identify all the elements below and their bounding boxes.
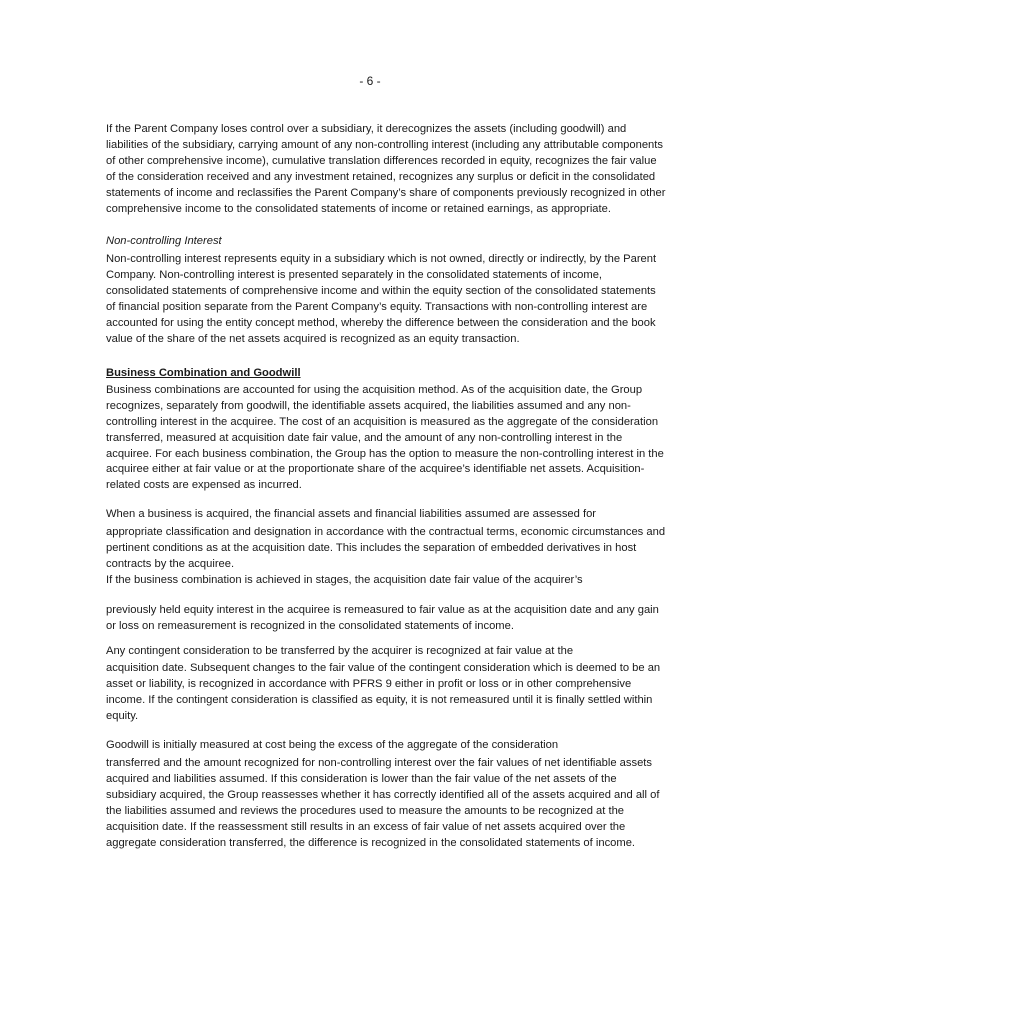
business-combination-paragraph-1: Business combinations are accounted for using the acquisition method. As of the acquisition date, the Group recognizes, separately from goodwill, the identifiable assets acquired, the liabilities assumed and any non-controlling interest in the acquiree. The cost of an acquisition is measured as the aggregate of the consideration transferred, measured at acquisition date fair value, and the amount of any non-controlling interest in the acquiree. For each business combination, the Group has the option to measure the non-controlling interest in the acquiree either at fair value or at the proportionate share of the acquiree’s identifiable net assets. Acquisition-related costs are expensed as incurred. [106,383,664,492]
goodwill-rest: transferred and the amount recognized for non-controlling interest over the fair values of net identifiable assets acquired and liabilities assumed. If this consideration is lower than the fair value of the net assets of the subsidiary acquired, the Group reassesses whether it has correctly identified all of the assets acquired and all of the liabilities assumed and reviews the procedures used to measure the amounts to be recognized at the acquisition date. If the reassessment still results in an excess of fair value of net assets acquired over the aggregate consideration transferred, the difference is recognized in the consolidated statements of income. [106,757,660,849]
business-combination-heading: Business Combination and Goodwill [106,366,301,379]
business-combination-paragraph-3 [106,573,666,635]
business-combination-paragraph-4 [106,644,666,726]
paragraph-2-first-line: When a business is acquired, the financial assets and financial liabilities assumed are assessed for [106,508,597,521]
non-controlling-interest-paragraph: Non-controlling interest represents equity in a subsidiary which is not owned, directly or indirectly, by the Parent Company. Non-controlling interest is presented separately in the consolidated statements of income, consolidated statements of comprehensive income and within the equity section of the consolidated statements of financial position separate from the Parent Company’s equity. Transactions with non-controlling interest are accounted for using the entity concept method, whereby the difference between the consideration and the book value of the share of the net assets acquired is recognized as an equity transaction. [106,253,657,345]
non-controlling-interest-heading: Non-controlling Interest [106,235,222,248]
page-number: - 6 - [359,74,381,88]
loss-of-control-paragraph: If the Parent Company loses control over a subsidiary, it derecognizes the assets (including goodwill) and liabilities of the subsidiary, carrying amount of any non-controlling interest (including any attributable components of other comprehensive income), cumulative translation differences recorded in equity, recognizes the fair value of the consideration received and any investment retained, recognizes any surplus or deficit in the consolidated statements of income and reclassifies the Parent Company’s share of components previously recognized in other comprehensive income to the consolidated statements of income or retained earnings, as appropriate. [106,123,666,215]
paragraph-4-rest: acquisition date. Subsequent changes to the fair value of the contingent consideration which is deemed to be an asset or liability, is recognized in accordance with PFRS 9 either in profit or loss or in other comprehensive income. If the contingent consideration is classified as equity, it is not remeasured until it is finally settled within equity. [106,662,661,723]
paragraph-4-first-line: Any contingent consideration to be transferred by the acquirer is recognized at fair value at the [106,644,574,657]
paragraph-3-rest: previously held equity interest in the acquiree is remeasured to fair value as at the acquisition date and any gain or loss on remeasurement is recognized in the consolidated statements of income. [106,603,659,632]
paragraph-2-rest: appropriate classification and designation in accordance with the contractual terms, economic circumstances and pertinent conditions as at the acquisition date. This includes the separation of embedded derivatives in host contracts by the acquiree. [106,526,666,570]
goodwill-paragraph [106,738,666,851]
paragraph-3-first-line: If the business combination is achieved in stages, the acquisition date fair value of the acquirer’s [106,573,583,586]
document-body [106,122,666,851]
business-combination-paragraph-2 [106,507,666,573]
goodwill-first-line: Goodwill is initially measured at cost being the excess of the aggregate of the consideration [106,739,559,752]
